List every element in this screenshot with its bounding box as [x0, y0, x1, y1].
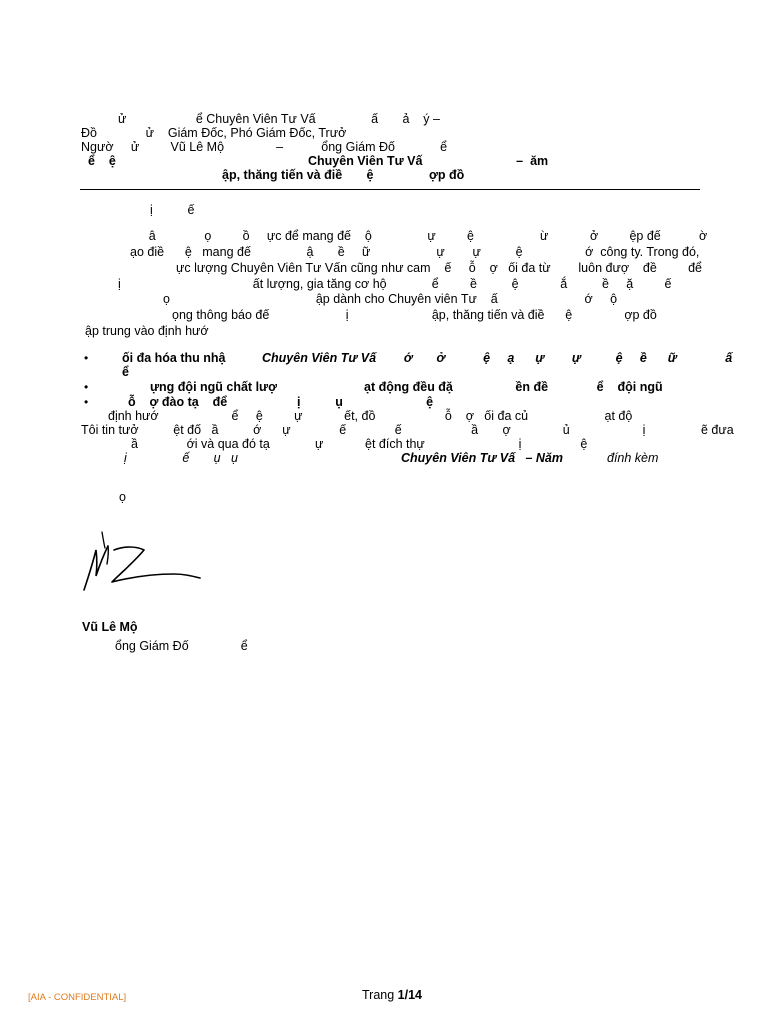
page-label: Trang: [362, 988, 398, 1002]
bullet-dot: •: [84, 380, 89, 394]
closing: ọ: [119, 490, 126, 504]
signer-name: Vũ Lê Mộ: [82, 620, 138, 634]
header-divider: [80, 189, 700, 190]
salutation: ị ế: [150, 203, 195, 217]
header-line-5: ập, thăng tiến và điề ệ ợp đồ: [222, 168, 465, 182]
signer-title: ổng Giám Đố ể: [115, 639, 248, 653]
bullet-3-lead: ỗ ợ đào tạ để: [128, 395, 228, 409]
paragraph-2-line-3: ầ ới và qua đó tạ ự ệt đích thự ị ệ: [131, 437, 588, 451]
page-number: 1/14: [397, 988, 423, 1002]
header-line-1: ử ể Chuyên Viên Tư Vấ ấ ả ý –: [118, 112, 440, 126]
paragraph-3-attachment: đính kèm: [607, 451, 659, 465]
bullet-2-text: ạt động đều đặ ền đề ể đội ngũ: [364, 380, 663, 394]
bullet-1-lead: ối đa hóa thu nhậ: [122, 351, 226, 365]
bullet-dot: •: [84, 351, 89, 365]
paragraph-3-title: Chuyên Viên Tư Vấ – Năm: [401, 451, 563, 465]
header-line-2: Đồ ử Giám Đốc, Phó Giám Đốc, Trưở: [81, 126, 347, 140]
paragraph-1-line-6: ọng thông báo đế ị ập, thăng tiến và điề ệ ợp đồ: [172, 308, 657, 322]
paragraph-1-line-4: ị ất lượng, gia tăng cơ hộ ể ề ệ ắ ề ặ ế: [118, 277, 672, 291]
paragraph-2-line-1: định hướ ể ệ ự ết, đồ ỗ ợ ối đa củ ạt độ: [108, 409, 633, 423]
paragraph-2-line-2: Tôi tin tưở ệt đố ầ ớ ự ế ế ầ ợ ủ ị ẽ đưa: [81, 423, 734, 437]
bullet-2-lead: ựng đội ngũ chất lượ: [150, 380, 277, 394]
bullet-3-text: ị ụ ệ: [297, 395, 434, 409]
bullet-1-text: Chuyên Viên Tư Vấ ớ ở ệ ạ ự ự ệ ề ữ ấ: [262, 351, 733, 365]
header-line-4a: ể ệ: [88, 154, 116, 168]
header-line-4b: Chuyên Viên Tư Vấ – ăm: [308, 154, 549, 168]
paragraph-1-line-1: â ọ ồ ực để mang đế ộ ự ệ ừ ở ệp đế ờ: [121, 229, 708, 243]
bullet-dot: •: [84, 395, 89, 409]
paragraph-1-line-5: ọ ập dành cho Chuyên viên Tư ấ ớ ộ: [163, 292, 618, 306]
page-indicator: [362, 988, 422, 1002]
bullet-1-continuation: ể: [122, 365, 129, 379]
header-line-3: Ngườ ử Vũ Lê Mộ – ổng Giám Đố ể: [81, 140, 448, 154]
confidential-label: [AIA - CONFIDENTIAL]: [28, 992, 127, 1003]
paragraph-3-italic: ị ế ụ ụ: [124, 451, 238, 465]
paragraph-1-line-7: ập trung vào định hướ: [85, 324, 209, 338]
paragraph-1-line-2: ạo điề ệ mang đế ậ ề ữ ự ự ệ ớ công ty. Trong đó,: [130, 245, 700, 259]
handwritten-signature: [78, 528, 208, 598]
paragraph-1-line-3: ực lượng Chuyên Viên Tư Vấn cũng như cam ế ỗ ợ ối đa từ luôn đượ đề để: [176, 261, 702, 275]
